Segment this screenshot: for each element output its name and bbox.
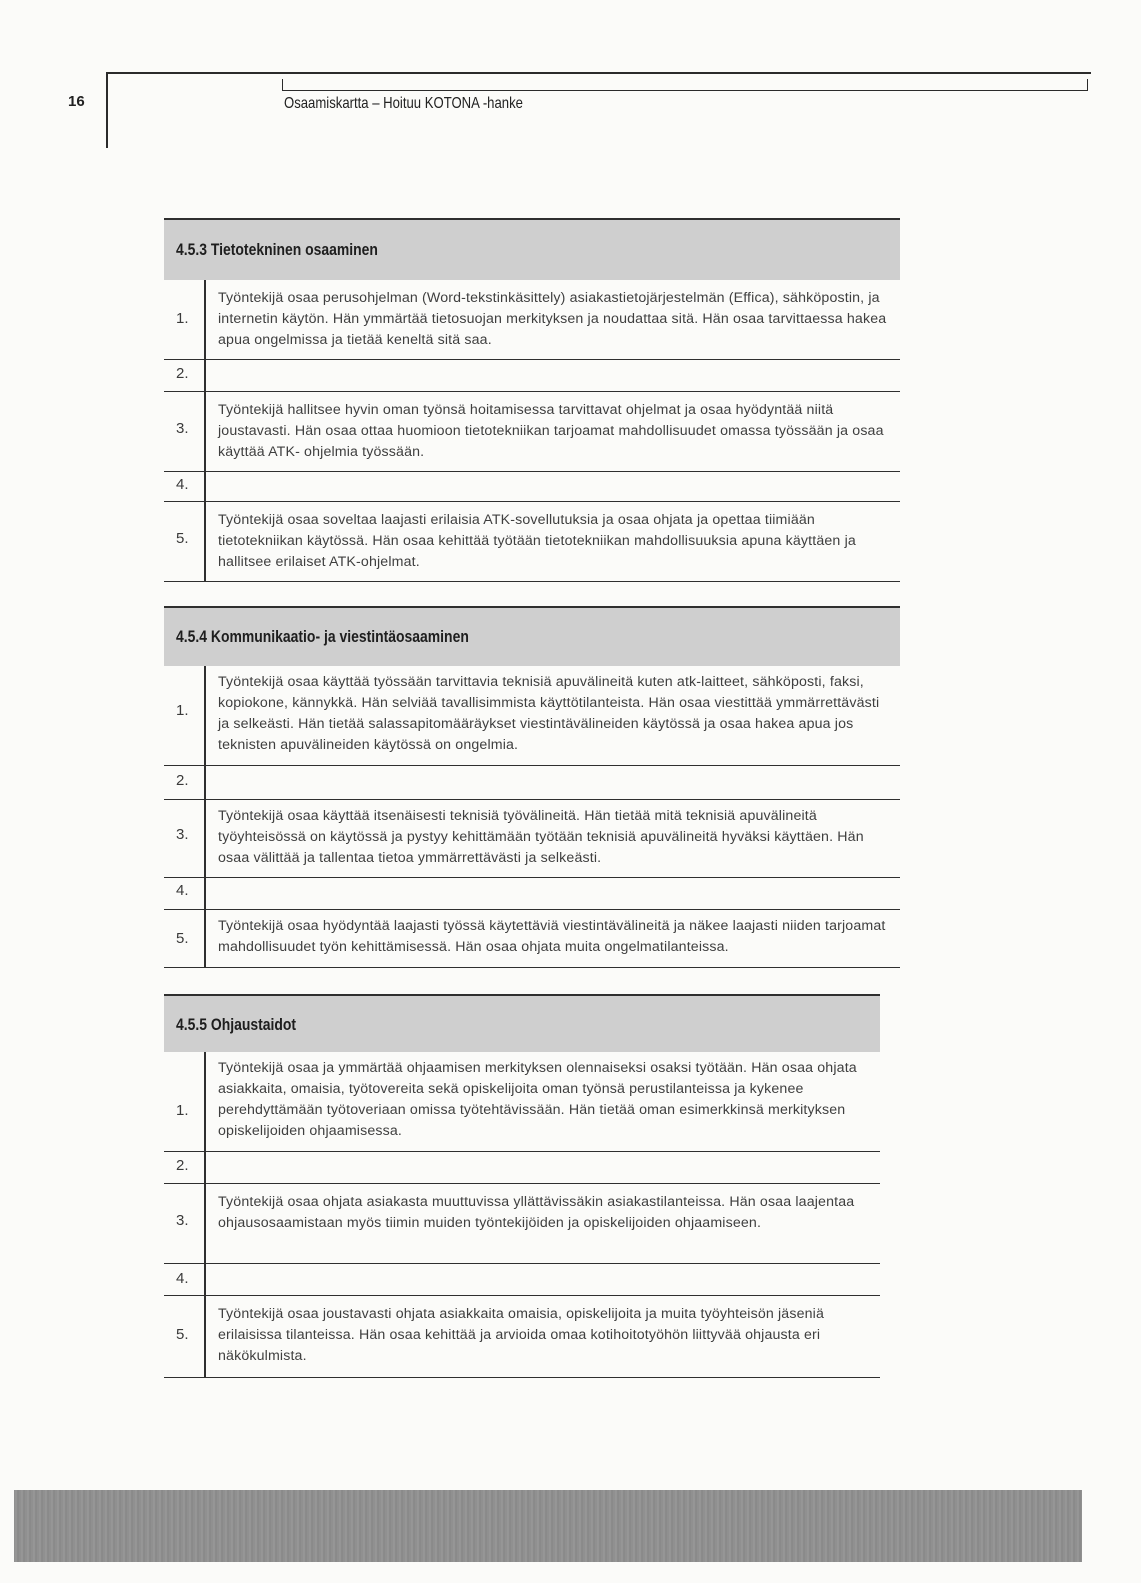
level-description: Työntekijä osaa ja ymmärtää ohjaamisen merkityksen olennaiseksi osaksi työtään. Hän osaa ohjata asiakkaita, omaisia, työtovereita sekä opiskelijoita oman työnsä perustilanteissa ja kykenee perehdyttämään työtoveriaan omissa työtehtävissään. Hän tietää oman esimerkkinsä merkityksen opiskelijoiden ohjaamisessa. xyxy=(218,1060,857,1139)
level-row xyxy=(164,1264,880,1296)
level-description: Työntekijä osaa soveltaa laajasti erilaisia ATK-sovellutuksia ja osaa ohjata ja opettaa tiimiään tietotekniikan käytössä. Hän osaa kehittää työtään tietotekniikan mahdollisuuksia apuna käyttäen ja hallitsee erilaiset ATK-ohjelmat. xyxy=(218,512,856,570)
level-description: Työntekijä osaa käyttää työssään tarvittavia teknisiä apuvälineitä kuten atk-laitteet, sähköposti, faksi, kopiokone, kännykkä. Hän selviää tavallisimmista käyttötilanteista. Hän osaa viestittää ymmärrettävästi ja selkeästi. Hän tietää salassapitomääräykset viestintävälineiden käytössä ja osaa hakea apua jos teknisten apuvälineiden käytössä on ongelmia. xyxy=(218,674,880,753)
level-number: 2. xyxy=(176,365,189,382)
level-row xyxy=(164,502,900,582)
level-number: 2. xyxy=(176,772,189,789)
section-header xyxy=(164,218,900,280)
section-title: 4.5.4 Kommunikaatio- ja viestintäosaaminen xyxy=(176,627,469,646)
level-row xyxy=(164,472,900,502)
header-frame xyxy=(282,79,1088,91)
section-tietotekninen xyxy=(164,218,900,582)
section-kommunikaatio xyxy=(164,606,900,968)
section-title: 4.5.5 Ohjaustaidot xyxy=(176,1015,297,1034)
section-ohjaustaidot xyxy=(164,994,880,1378)
level-number: 5. xyxy=(176,930,189,947)
level-number: 1. xyxy=(176,310,189,327)
level-row xyxy=(164,766,900,800)
level-row xyxy=(164,1152,880,1184)
level-row xyxy=(164,1052,880,1152)
level-row xyxy=(164,1296,880,1378)
page-number: 16 xyxy=(68,93,85,110)
level-number: 3. xyxy=(176,1212,189,1229)
running-title: Osaamiskartta – Hoituu KOTONA -hanke xyxy=(284,95,523,112)
level-row xyxy=(164,666,900,766)
level-description: Työntekijä osaa perusohjelman (Word-tekstinkäsittely) asiakastietojärjestelmän (Effica), sähköpostin, ja internetin käytön. Hän ymmärtää tietosuojan merkityksen ja noudattaa sitä. Hän osaa tarvittaessa hakea apua ongelmissa ja tietää keneltä sitä saa. xyxy=(218,290,887,348)
header-rule-vertical xyxy=(106,72,108,148)
header-rule-horizontal xyxy=(106,72,1091,74)
level-number: 3. xyxy=(176,826,189,843)
level-number: 4. xyxy=(176,476,189,493)
level-number: 2. xyxy=(176,1157,189,1174)
level-description: Työntekijä osaa hyödyntää laajasti työssä käytettäviä viestintävälineitä ja näkee laajasti niiden tarjoamat mahdollisuudet työn kehittämisessä. Hän osaa ohjata muita ongelmatilanteissa. xyxy=(218,918,886,955)
level-row xyxy=(164,280,900,360)
level-row xyxy=(164,392,900,472)
level-number: 3. xyxy=(176,420,189,437)
level-row xyxy=(164,1184,880,1264)
level-description: Työntekijä osaa joustavasti ohjata asiakkaita omaisia, opiskelijoita ja muita työyhteisön jäseniä erilaisissa tilanteissa. Hän osaa kehittää ja arvioida omaa kotihoitotyöhön liittyvää ohjausta eri näkökulmista. xyxy=(218,1306,825,1364)
section-title: 4.5.3 Tietotekninen osaaminen xyxy=(176,240,378,259)
footer-band xyxy=(14,1490,1082,1562)
level-row xyxy=(164,910,900,968)
level-number: 1. xyxy=(176,702,189,719)
level-description: Työntekijä osaa ohjata asiakasta muuttuvissa yllättävissäkin asiakastilanteissa. Hän osaa laajentaa ohjausosaamistaan myös tiimin muiden työntekijöiden ja opiskelijoiden ohjaamiseen. xyxy=(218,1194,855,1231)
level-number: 4. xyxy=(176,1270,189,1287)
level-number: 5. xyxy=(176,530,189,547)
level-description: Työntekijä hallitsee hyvin oman työnsä hoitamisessa tarvittavat ohjelmat ja osaa hyödyntää niitä joustavasti. Hän osaa ottaa huomioon tietotekniikan tarjoamat mahdollisuudet omassa työssään ja osaa käyttää ATK- ohjelmia työssään. xyxy=(218,402,884,460)
level-number: 5. xyxy=(176,1326,189,1343)
level-row xyxy=(164,360,900,392)
level-number: 1. xyxy=(176,1102,189,1119)
level-description: Työntekijä osaa käyttää itsenäisesti teknisiä työvälineitä. Hän tietää mitä teknisiä apuvälineitä työyhteisössä on käytössä ja pystyy kehittämään työtään teknisiä apuvälineitä hyväksi käyttäen. Hän osaa välittää ja tallentaa tietoa ymmärrettävästi ja selkeästi. xyxy=(218,808,864,866)
section-header xyxy=(164,994,880,1052)
level-number: 4. xyxy=(176,882,189,899)
level-row xyxy=(164,878,900,910)
section-header xyxy=(164,606,900,666)
level-row xyxy=(164,800,900,878)
